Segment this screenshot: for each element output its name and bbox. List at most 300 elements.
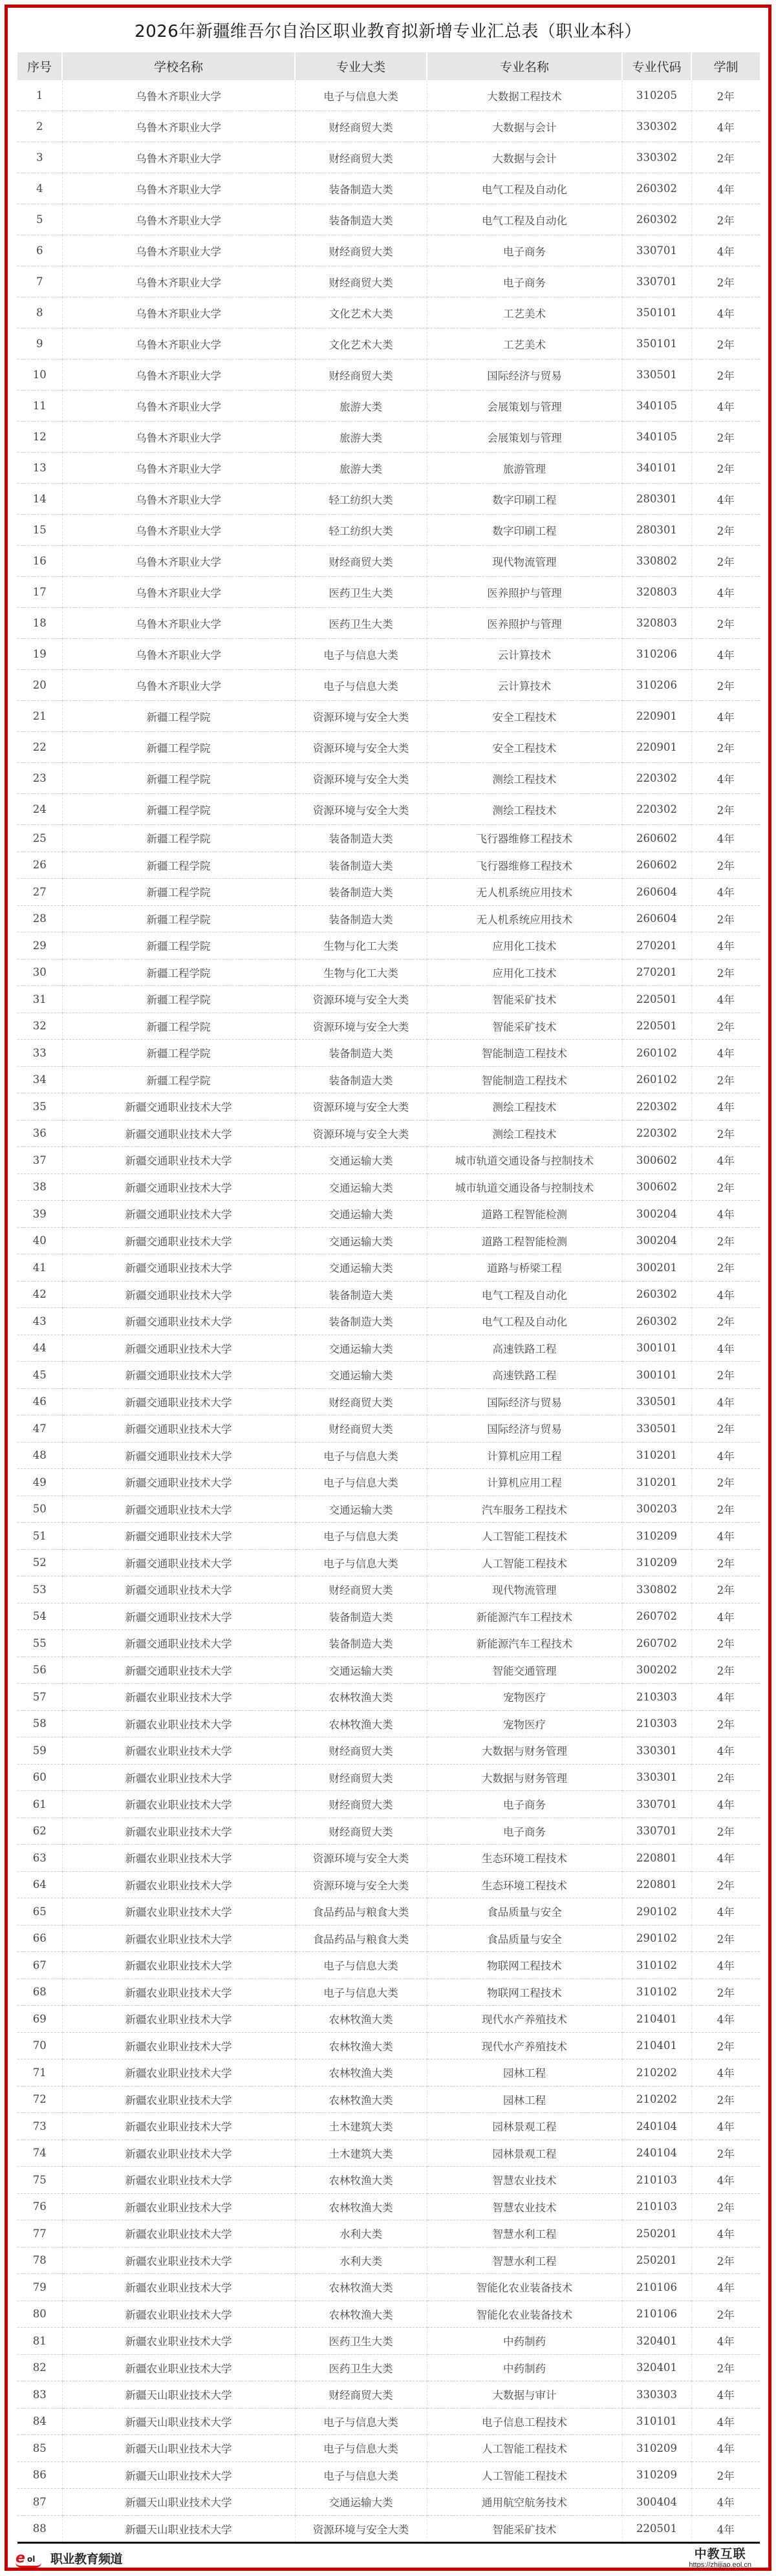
cell-index: 60 xyxy=(17,1764,62,1791)
table-row xyxy=(17,1549,760,1576)
table-row xyxy=(17,1979,760,2006)
cell-category: 食品药品与粮食大类 xyxy=(295,1925,427,1952)
cell-code: 270201 xyxy=(622,959,691,986)
cell-major: 智慧农业技术 xyxy=(427,2193,622,2220)
cell-school: 新疆农业职业技术大学 xyxy=(62,1979,295,2006)
cell-major: 通用航空航务技术 xyxy=(427,2489,622,2516)
cell-major: 现代物流管理 xyxy=(427,1576,622,1604)
footer-logo xyxy=(16,2549,122,2567)
cell-school: 新疆农业职业技术大学 xyxy=(62,1764,295,1791)
cell-major: 飞行器维修工程技术 xyxy=(427,825,622,852)
table-row xyxy=(17,2328,760,2355)
table-row xyxy=(17,1630,760,1657)
cell-index: 74 xyxy=(17,2140,62,2167)
cell-category: 农林牧渔大类 xyxy=(295,2086,427,2113)
cell-index: 7 xyxy=(17,266,62,297)
cell-major: 物联网工程技术 xyxy=(427,1979,622,2006)
cell-major: 智能制造工程技术 xyxy=(427,1040,622,1067)
cell-school: 乌鲁木齐职业大学 xyxy=(62,546,295,577)
cell-category: 装备制造大类 xyxy=(295,173,427,204)
cell-duration: 4年 xyxy=(691,2220,760,2248)
cell-index: 3 xyxy=(17,142,62,173)
cell-index: 66 xyxy=(17,1925,62,1952)
cell-category: 电子与信息大类 xyxy=(295,1469,427,1496)
table-row xyxy=(17,2489,760,2516)
cell-index: 49 xyxy=(17,1469,62,1496)
cell-duration: 4年 xyxy=(691,2515,760,2543)
eol-logo-icon: e ol xyxy=(16,2551,48,2566)
cell-code: 220302 xyxy=(622,1120,691,1147)
cell-code: 310205 xyxy=(622,80,691,111)
table-row xyxy=(17,142,760,173)
table-row xyxy=(17,2140,760,2167)
cell-index: 50 xyxy=(17,1496,62,1523)
cell-duration: 4年 xyxy=(691,932,760,960)
cell-code: 240104 xyxy=(622,2113,691,2140)
cell-school: 新疆天山职业技术大学 xyxy=(62,2489,295,2516)
cell-major: 医养照护与管理 xyxy=(427,577,622,608)
cell-code: 320803 xyxy=(622,577,691,608)
column-header-category: 专业大类 xyxy=(295,52,427,80)
cell-major: 中药制药 xyxy=(427,2354,622,2381)
cell-duration: 4年 xyxy=(691,1147,760,1174)
cell-index: 63 xyxy=(17,1845,62,1872)
cell-category: 交通运输大类 xyxy=(295,1362,427,1389)
table-row xyxy=(17,266,760,297)
cell-category: 资源环境与安全大类 xyxy=(295,1013,427,1040)
table-row xyxy=(17,2220,760,2248)
cell-duration: 2年 xyxy=(691,515,760,546)
cell-index: 15 xyxy=(17,515,62,546)
cell-duration: 4年 xyxy=(691,1952,760,1979)
cell-duration: 2年 xyxy=(691,1979,760,2006)
cell-code: 320803 xyxy=(622,608,691,639)
cell-school: 新疆交通职业技术大学 xyxy=(62,1335,295,1362)
cell-category: 装备制造大类 xyxy=(295,1603,427,1630)
cell-category: 财经商贸大类 xyxy=(295,142,427,173)
table-row xyxy=(17,932,760,960)
cell-school: 乌鲁木齐职业大学 xyxy=(62,639,295,670)
cell-school: 新疆交通职业技术大学 xyxy=(62,1603,295,1630)
cell-major: 旅游管理 xyxy=(427,453,622,484)
cell-code: 220801 xyxy=(622,1871,691,1898)
table-row xyxy=(17,360,760,391)
cell-index: 2 xyxy=(17,111,62,142)
cell-code: 210103 xyxy=(622,2193,691,2220)
cell-school: 新疆工程学院 xyxy=(62,825,295,852)
table-header-row xyxy=(17,52,760,80)
table-row xyxy=(17,1737,760,1765)
table-row xyxy=(17,80,760,111)
cell-school: 新疆工程学院 xyxy=(62,763,295,794)
cell-school: 新疆交通职业技术大学 xyxy=(62,1174,295,1201)
cell-category: 装备制造大类 xyxy=(295,825,427,852)
cell-school: 新疆农业职业技术大学 xyxy=(62,2140,295,2167)
cell-school: 新疆交通职业技术大学 xyxy=(62,1254,295,1282)
cell-category: 装备制造大类 xyxy=(295,1630,427,1657)
cell-category: 文化艺术大类 xyxy=(295,328,427,360)
cell-duration: 2年 xyxy=(691,1013,760,1040)
cell-index: 4 xyxy=(17,173,62,204)
cell-school: 新疆农业职业技术大学 xyxy=(62,2059,295,2087)
cell-school: 乌鲁木齐职业大学 xyxy=(62,297,295,328)
cell-major: 园林景观工程 xyxy=(427,2140,622,2167)
cell-school: 新疆天山职业技术大学 xyxy=(62,2462,295,2489)
cell-code: 290102 xyxy=(622,1925,691,1952)
cell-major: 会展策划与管理 xyxy=(427,422,622,453)
cell-category: 装备制造大类 xyxy=(295,852,427,879)
cell-duration: 2年 xyxy=(691,1549,760,1576)
cell-duration: 4年 xyxy=(691,1388,760,1415)
cell-category: 财经商贸大类 xyxy=(295,266,427,297)
cell-school: 乌鲁木齐职业大学 xyxy=(62,608,295,639)
cell-major: 生态环境工程技术 xyxy=(427,1845,622,1872)
cell-code: 330701 xyxy=(622,266,691,297)
cell-index: 42 xyxy=(17,1281,62,1308)
cell-code: 210103 xyxy=(622,2167,691,2194)
cell-major: 测绘工程技术 xyxy=(427,794,622,825)
cell-category: 装备制造大类 xyxy=(295,879,427,906)
cell-code: 300101 xyxy=(622,1362,691,1389)
column-header-major: 专业名称 xyxy=(427,52,622,80)
cell-duration: 4年 xyxy=(691,1898,760,1926)
cell-school: 新疆农业职业技术大学 xyxy=(62,1818,295,1845)
cell-category: 财经商贸大类 xyxy=(295,1737,427,1765)
cell-major: 无人机系统应用技术 xyxy=(427,879,622,906)
cell-duration: 2年 xyxy=(691,1066,760,1093)
cell-category: 医药卫生大类 xyxy=(295,2328,427,2355)
cell-category: 装备制造大类 xyxy=(295,1308,427,1335)
cell-category: 土木建筑大类 xyxy=(295,2140,427,2167)
cell-school: 新疆工程学院 xyxy=(62,879,295,906)
table-row xyxy=(17,1093,760,1121)
cell-major: 智能制造工程技术 xyxy=(427,1066,622,1093)
cell-index: 33 xyxy=(17,1040,62,1067)
cell-code: 330701 xyxy=(622,1791,691,1818)
cell-category: 电子与信息大类 xyxy=(295,639,427,670)
cell-major: 道路工程智能检测 xyxy=(427,1201,622,1228)
cell-duration: 4年 xyxy=(691,2489,760,2516)
table-row xyxy=(17,1523,760,1550)
cell-code: 220801 xyxy=(622,1845,691,1872)
channel-name: 职业教育频道 xyxy=(50,2552,123,2566)
cell-code: 300203 xyxy=(622,1496,691,1523)
cell-index: 70 xyxy=(17,2032,62,2059)
table-row xyxy=(17,235,760,266)
cell-code: 320401 xyxy=(622,2328,691,2355)
cell-code: 310201 xyxy=(622,1442,691,1469)
cell-school: 新疆交通职业技术大学 xyxy=(62,1362,295,1389)
cell-duration: 4年 xyxy=(691,484,760,515)
cell-category: 电子与信息大类 xyxy=(295,1979,427,2006)
cell-major: 高速铁路工程 xyxy=(427,1335,622,1362)
cell-major: 智能采矿技术 xyxy=(427,986,622,1013)
table-row xyxy=(17,701,760,732)
cell-index: 29 xyxy=(17,932,62,960)
table-row xyxy=(17,1898,760,1926)
cell-major: 应用化工技术 xyxy=(427,959,622,986)
cell-category: 电子与信息大类 xyxy=(295,2462,427,2489)
cell-school: 新疆交通职业技术大学 xyxy=(62,1227,295,1254)
cell-major: 生态环境工程技术 xyxy=(427,1871,622,1898)
cell-school: 新疆交通职业技术大学 xyxy=(62,1201,295,1228)
cell-index: 59 xyxy=(17,1737,62,1765)
cell-duration: 2年 xyxy=(691,1415,760,1443)
cell-category: 电子与信息大类 xyxy=(295,1549,427,1576)
cell-code: 260702 xyxy=(622,1603,691,1630)
table-row xyxy=(17,1335,760,1362)
cell-index: 51 xyxy=(17,1523,62,1550)
cell-index: 25 xyxy=(17,825,62,852)
cell-duration: 4年 xyxy=(691,986,760,1013)
cell-index: 48 xyxy=(17,1442,62,1469)
cell-category: 农林牧渔大类 xyxy=(295,2032,427,2059)
table-row xyxy=(17,2462,760,2489)
cell-code: 320401 xyxy=(622,2354,691,2381)
table-row xyxy=(17,1066,760,1093)
cell-code: 310209 xyxy=(622,2435,691,2462)
cell-school: 新疆工程学院 xyxy=(62,701,295,732)
cell-major: 应用化工技术 xyxy=(427,932,622,960)
table-row xyxy=(17,1871,760,1898)
cell-school: 新疆农业职业技术大学 xyxy=(62,2193,295,2220)
cell-major: 测绘工程技术 xyxy=(427,1093,622,1121)
cell-school: 新疆农业职业技术大学 xyxy=(62,2032,295,2059)
cell-category: 电子与信息大类 xyxy=(295,1523,427,1550)
cell-school: 新疆交通职业技术大学 xyxy=(62,1523,295,1550)
table-row xyxy=(17,1791,760,1818)
cell-duration: 4年 xyxy=(691,2059,760,2087)
table-row xyxy=(17,1952,760,1979)
cell-duration: 4年 xyxy=(691,639,760,670)
cell-index: 72 xyxy=(17,2086,62,2113)
cell-school: 新疆工程学院 xyxy=(62,1040,295,1067)
cell-category: 交通运输大类 xyxy=(295,1227,427,1254)
cell-duration: 4年 xyxy=(691,1603,760,1630)
cell-code: 220501 xyxy=(622,1013,691,1040)
cell-index: 11 xyxy=(17,391,62,422)
cell-index: 73 xyxy=(17,2113,62,2140)
cell-code: 330501 xyxy=(622,360,691,391)
table-row xyxy=(17,1710,760,1737)
cell-index: 24 xyxy=(17,794,62,825)
cell-major: 电气工程及自动化 xyxy=(427,1281,622,1308)
cell-code: 330501 xyxy=(622,1388,691,1415)
cell-major: 云计算技术 xyxy=(427,639,622,670)
table-row xyxy=(17,670,760,701)
cell-code: 260602 xyxy=(622,852,691,879)
cell-major: 食品质量与安全 xyxy=(427,1925,622,1952)
cell-index: 80 xyxy=(17,2301,62,2328)
cell-duration: 4年 xyxy=(691,2381,760,2409)
cell-category: 资源环境与安全大类 xyxy=(295,794,427,825)
cell-duration: 4年 xyxy=(691,2435,760,2462)
cell-code: 310209 xyxy=(622,1523,691,1550)
table-row xyxy=(17,1576,760,1604)
cell-major: 大数据与财务管理 xyxy=(427,1737,622,1765)
cell-code: 220901 xyxy=(622,701,691,732)
cell-school: 新疆交通职业技术大学 xyxy=(62,1630,295,1657)
table-row xyxy=(17,328,760,360)
cell-index: 44 xyxy=(17,1335,62,1362)
cell-index: 71 xyxy=(17,2059,62,2087)
cell-major: 人工智能工程技术 xyxy=(427,1549,622,1576)
cell-code: 250201 xyxy=(622,2247,691,2274)
cell-index: 56 xyxy=(17,1657,62,1684)
cell-index: 28 xyxy=(17,905,62,932)
cell-major: 大数据与审计 xyxy=(427,2381,622,2409)
cell-category: 电子与信息大类 xyxy=(295,2408,427,2435)
cell-code: 330302 xyxy=(622,111,691,142)
table-row xyxy=(17,825,760,852)
cell-major: 宠物医疗 xyxy=(427,1710,622,1737)
cell-major: 宠物医疗 xyxy=(427,1684,622,1711)
cell-major: 测绘工程技术 xyxy=(427,1120,622,1147)
cell-category: 旅游大类 xyxy=(295,391,427,422)
cell-major: 智慧农业技术 xyxy=(427,2167,622,2194)
cell-code: 310206 xyxy=(622,639,691,670)
cell-code: 220302 xyxy=(622,763,691,794)
cell-major: 电子商务 xyxy=(427,1791,622,1818)
cell-code: 260302 xyxy=(622,173,691,204)
cell-school: 新疆交通职业技术大学 xyxy=(62,1469,295,1496)
cell-index: 53 xyxy=(17,1576,62,1604)
cell-duration: 2年 xyxy=(691,2140,760,2167)
cell-school: 新疆交通职业技术大学 xyxy=(62,1388,295,1415)
cell-code: 330802 xyxy=(622,546,691,577)
cell-index: 41 xyxy=(17,1254,62,1282)
cell-school: 乌鲁木齐职业大学 xyxy=(62,173,295,204)
cell-school: 新疆天山职业技术大学 xyxy=(62,2515,295,2543)
cell-school: 新疆交通职业技术大学 xyxy=(62,1147,295,1174)
table-row xyxy=(17,1281,760,1308)
cell-category: 装备制造大类 xyxy=(295,905,427,932)
cell-code: 210106 xyxy=(622,2301,691,2328)
cell-school: 新疆工程学院 xyxy=(62,794,295,825)
table-row xyxy=(17,1147,760,1174)
cell-major: 会展策划与管理 xyxy=(427,391,622,422)
cell-school: 新疆农业职业技术大学 xyxy=(62,2354,295,2381)
table-row xyxy=(17,204,760,235)
cell-code: 210303 xyxy=(622,1684,691,1711)
cell-major: 大数据与会计 xyxy=(427,111,622,142)
cell-category: 医药卫生大类 xyxy=(295,608,427,639)
cell-index: 82 xyxy=(17,2354,62,2381)
cell-code: 280301 xyxy=(622,515,691,546)
cell-category: 装备制造大类 xyxy=(295,1040,427,1067)
table-row xyxy=(17,2515,760,2543)
cell-duration: 4年 xyxy=(691,173,760,204)
cell-major: 园林工程 xyxy=(427,2086,622,2113)
cell-code: 350101 xyxy=(622,328,691,360)
cell-school: 乌鲁木齐职业大学 xyxy=(62,453,295,484)
cell-category: 资源环境与安全大类 xyxy=(295,1120,427,1147)
cell-index: 69 xyxy=(17,2006,62,2033)
cell-major: 汽车服务工程技术 xyxy=(427,1496,622,1523)
cell-major: 安全工程技术 xyxy=(427,732,622,763)
cell-duration: 2年 xyxy=(691,1764,760,1791)
cell-major: 飞行器维修工程技术 xyxy=(427,852,622,879)
table-row xyxy=(17,111,760,142)
cell-code: 260302 xyxy=(622,1308,691,1335)
cell-school: 乌鲁木齐职业大学 xyxy=(62,111,295,142)
cell-category: 电子与信息大类 xyxy=(295,670,427,701)
cell-category: 农林牧渔大类 xyxy=(295,2167,427,2194)
cell-index: 14 xyxy=(17,484,62,515)
cell-duration: 4年 xyxy=(691,763,760,794)
cell-school: 乌鲁木齐职业大学 xyxy=(62,235,295,266)
cell-school: 新疆工程学院 xyxy=(62,852,295,879)
cell-index: 21 xyxy=(17,701,62,732)
table-row xyxy=(17,577,760,608)
cell-school: 新疆交通职业技术大学 xyxy=(62,1415,295,1443)
cell-category: 旅游大类 xyxy=(295,422,427,453)
cell-index: 20 xyxy=(17,670,62,701)
table-row xyxy=(17,546,760,577)
cell-category: 旅游大类 xyxy=(295,453,427,484)
cell-category: 资源环境与安全大类 xyxy=(295,986,427,1013)
cell-school: 新疆交通职业技术大学 xyxy=(62,1442,295,1469)
cell-index: 86 xyxy=(17,2462,62,2489)
cell-index: 34 xyxy=(17,1066,62,1093)
cell-school: 新疆农业职业技术大学 xyxy=(62,2113,295,2140)
cell-school: 乌鲁木齐职业大学 xyxy=(62,80,295,111)
cell-category: 财经商贸大类 xyxy=(295,1791,427,1818)
cell-code: 340101 xyxy=(622,453,691,484)
cell-duration: 4年 xyxy=(691,391,760,422)
table-row xyxy=(17,1657,760,1684)
cell-duration: 2年 xyxy=(691,2462,760,2489)
cell-index: 5 xyxy=(17,204,62,235)
cell-index: 27 xyxy=(17,879,62,906)
table-row xyxy=(17,422,760,453)
cell-index: 65 xyxy=(17,1898,62,1926)
cell-duration: 4年 xyxy=(691,2328,760,2355)
cell-major: 新能源汽车工程技术 xyxy=(427,1630,622,1657)
cell-major: 智能采矿技术 xyxy=(427,1013,622,1040)
cell-school: 新疆农业职业技术大学 xyxy=(62,1925,295,1952)
table-row xyxy=(17,1818,760,1845)
cell-duration: 4年 xyxy=(691,1791,760,1818)
cell-duration: 2年 xyxy=(691,1657,760,1684)
page-title: 2026年新疆维吾尔自治区职业教育拟新增专业汇总表（职业本科） xyxy=(135,22,641,41)
cell-school: 新疆农业职业技术大学 xyxy=(62,2167,295,2194)
cell-major: 人工智能工程技术 xyxy=(427,2462,622,2489)
cell-index: 78 xyxy=(17,2247,62,2274)
cell-index: 13 xyxy=(17,453,62,484)
cell-school: 新疆农业职业技术大学 xyxy=(62,2006,295,2033)
cell-category: 食品药品与粮食大类 xyxy=(295,1898,427,1926)
cell-major: 大数据与财务管理 xyxy=(427,1764,622,1791)
table-row xyxy=(17,2193,760,2220)
cell-duration: 2年 xyxy=(691,794,760,825)
table-row xyxy=(17,1120,760,1147)
table-row xyxy=(17,2274,760,2301)
table-row xyxy=(17,1925,760,1952)
cell-major: 电子商务 xyxy=(427,1818,622,1845)
cell-school: 新疆天山职业技术大学 xyxy=(62,2408,295,2435)
cell-index: 57 xyxy=(17,1684,62,1711)
cell-major: 城市轨道交通设备与控制技术 xyxy=(427,1174,622,1201)
cell-duration: 4年 xyxy=(691,1281,760,1308)
cell-index: 10 xyxy=(17,360,62,391)
cell-school: 乌鲁木齐职业大学 xyxy=(62,142,295,173)
table-row xyxy=(17,2354,760,2381)
cell-code: 260604 xyxy=(622,879,691,906)
cell-index: 87 xyxy=(17,2489,62,2516)
table-row xyxy=(17,905,760,932)
cell-duration: 2年 xyxy=(691,959,760,986)
